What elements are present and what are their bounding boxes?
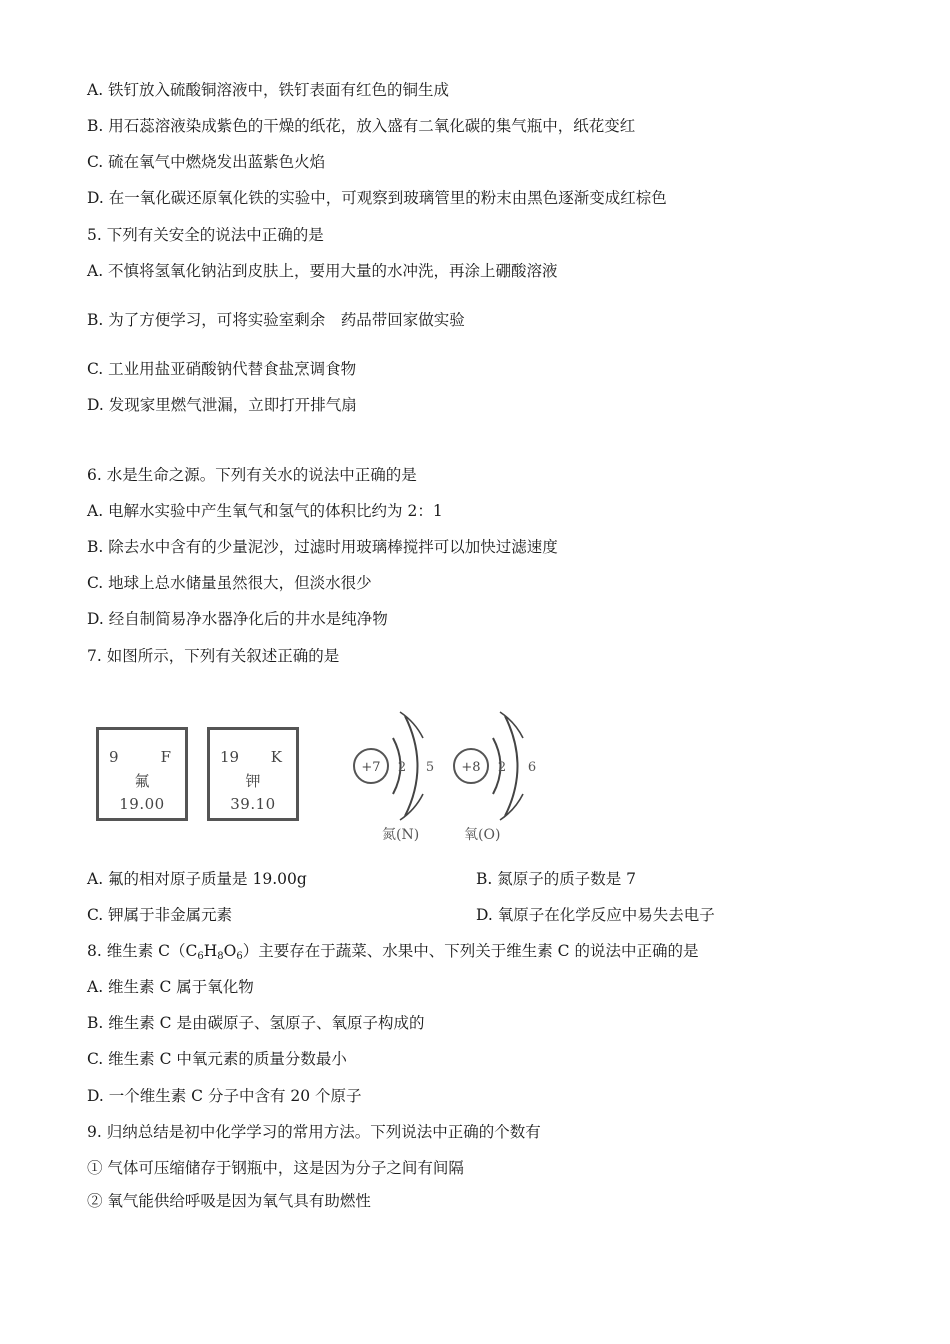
oxygen-shell-2: 6 xyxy=(527,760,537,775)
q4-option-d: D. 在一氧化碳还原氧化铁的实验中，可观察到玻璃管里的粉末由黑色逐渐变成红棕色 xyxy=(87,189,667,207)
atomic-mass: 39.10 xyxy=(230,795,276,813)
element-name: 钾 xyxy=(245,772,261,790)
q6-stem: 6. 水是生命之源。下列有关水的说法中正确的是 xyxy=(87,466,417,484)
q6-option-d: D. 经自制简易净水器净化后的井水是纯净物 xyxy=(87,610,388,628)
nitrogen-shell-2: 5 xyxy=(425,760,435,775)
element-name: 氟 xyxy=(134,772,150,790)
nitrogen-atom-diagram xyxy=(354,712,434,820)
oxygen-nucleus: +8 xyxy=(461,760,481,775)
oxygen-atom-diagram xyxy=(454,712,536,820)
q8-option-b: B. 维生素 C 是由碳原子、氢原子、氧原子构成的 xyxy=(87,1014,425,1032)
q5-option-d: D. 发现家里燃气泄漏，立即打开排气扇 xyxy=(87,396,357,414)
q7-option-a: A. 氟的相对原子质量是 19.00g xyxy=(87,870,307,888)
element-symbol: F xyxy=(160,748,171,766)
q7-option-d: D. 氧原子在化学反应中易失去电子 xyxy=(476,906,715,924)
nitrogen-nucleus: +7 xyxy=(361,760,381,775)
q7-option-c: C. 钾属于非金属元素 xyxy=(87,906,233,924)
oxygen-shell-1: 2 xyxy=(497,760,507,775)
oxygen-label: 氧(O) xyxy=(464,827,501,843)
nitrogen-shell-1: 2 xyxy=(397,760,407,775)
q6-option-c: C. 地球上总水储量虽然很大，但淡水很少 xyxy=(87,574,372,592)
q8-option-c: C. 维生素 C 中氧元素的质量分数最小 xyxy=(87,1050,347,1068)
q8-stem: 8. 维生素 $C(C_6H_8O_6)$主要存在于蔬菜、水果中、下列关于维生素 C 的说法中正确的是 xyxy=(87,942,699,962)
q6-option-a: A. 电解水实验中产生氧气和氢气的体积比约为 2：1 xyxy=(87,502,443,520)
q7-stem: 7. 如图所示，下列有关叙述正确的是 xyxy=(87,647,340,665)
q5-stem: 5. 下列有关安全的说法中正确的是 xyxy=(87,226,324,244)
nitrogen-label: 氮(N) xyxy=(382,827,420,843)
q9-item-2: ② 氧气能供给呼吸是因为氧气具有助燃性 xyxy=(87,1192,371,1210)
atomic-number: 19 xyxy=(220,748,240,766)
q5-option-c: C. 工业用盐亚硝酸钠代替食盐烹调食物 xyxy=(87,360,357,378)
q8-option-d: D. 一个维生素 C 分子中含有 20 个原子 xyxy=(87,1087,362,1105)
q7-option-b: B. 氮原子的质子数是 7 xyxy=(476,870,637,888)
q8-option-a: A. 维生素 C 属于氧化物 xyxy=(87,978,254,996)
q4-option-b: B. 用石蕊溶液染成紫色的干燥的纸花，放入盛有二氧化碳的集气瓶中，纸花变红 xyxy=(87,117,636,135)
atomic-number: 9 xyxy=(109,748,119,766)
q9-stem: 9. 归纳总结是初中化学学习的常用方法。下列说法中正确的个数有 xyxy=(87,1123,541,1141)
q5-option-a: A. 不慎将氢氧化钠沾到皮肤上，要用大量的水冲洗，再涂上硼酸溶液 xyxy=(87,262,558,280)
q4-option-c: C. 硫在氧气中燃烧发出蓝紫色火焰 xyxy=(87,153,326,171)
q5-option-b: B. 为了方便学习，可将实验室剩余 药品带回家做实验 xyxy=(87,311,465,329)
atomic-mass: 19.00 xyxy=(119,795,165,813)
q9-item-1: ① 气体可压缩储存于钢瓶中，这是因为分子之间有间隔 xyxy=(87,1159,464,1177)
q4-option-a: A. 铁钉放入硫酸铜溶液中，铁钉表面有红色的铜生成 xyxy=(87,81,450,99)
q7-figure xyxy=(90,700,550,850)
element-symbol: K xyxy=(270,748,282,766)
q6-option-b: B. 除去水中含有的少量泥沙，过滤时用玻璃棒搅拌可以加快过滤速度 xyxy=(87,538,558,556)
